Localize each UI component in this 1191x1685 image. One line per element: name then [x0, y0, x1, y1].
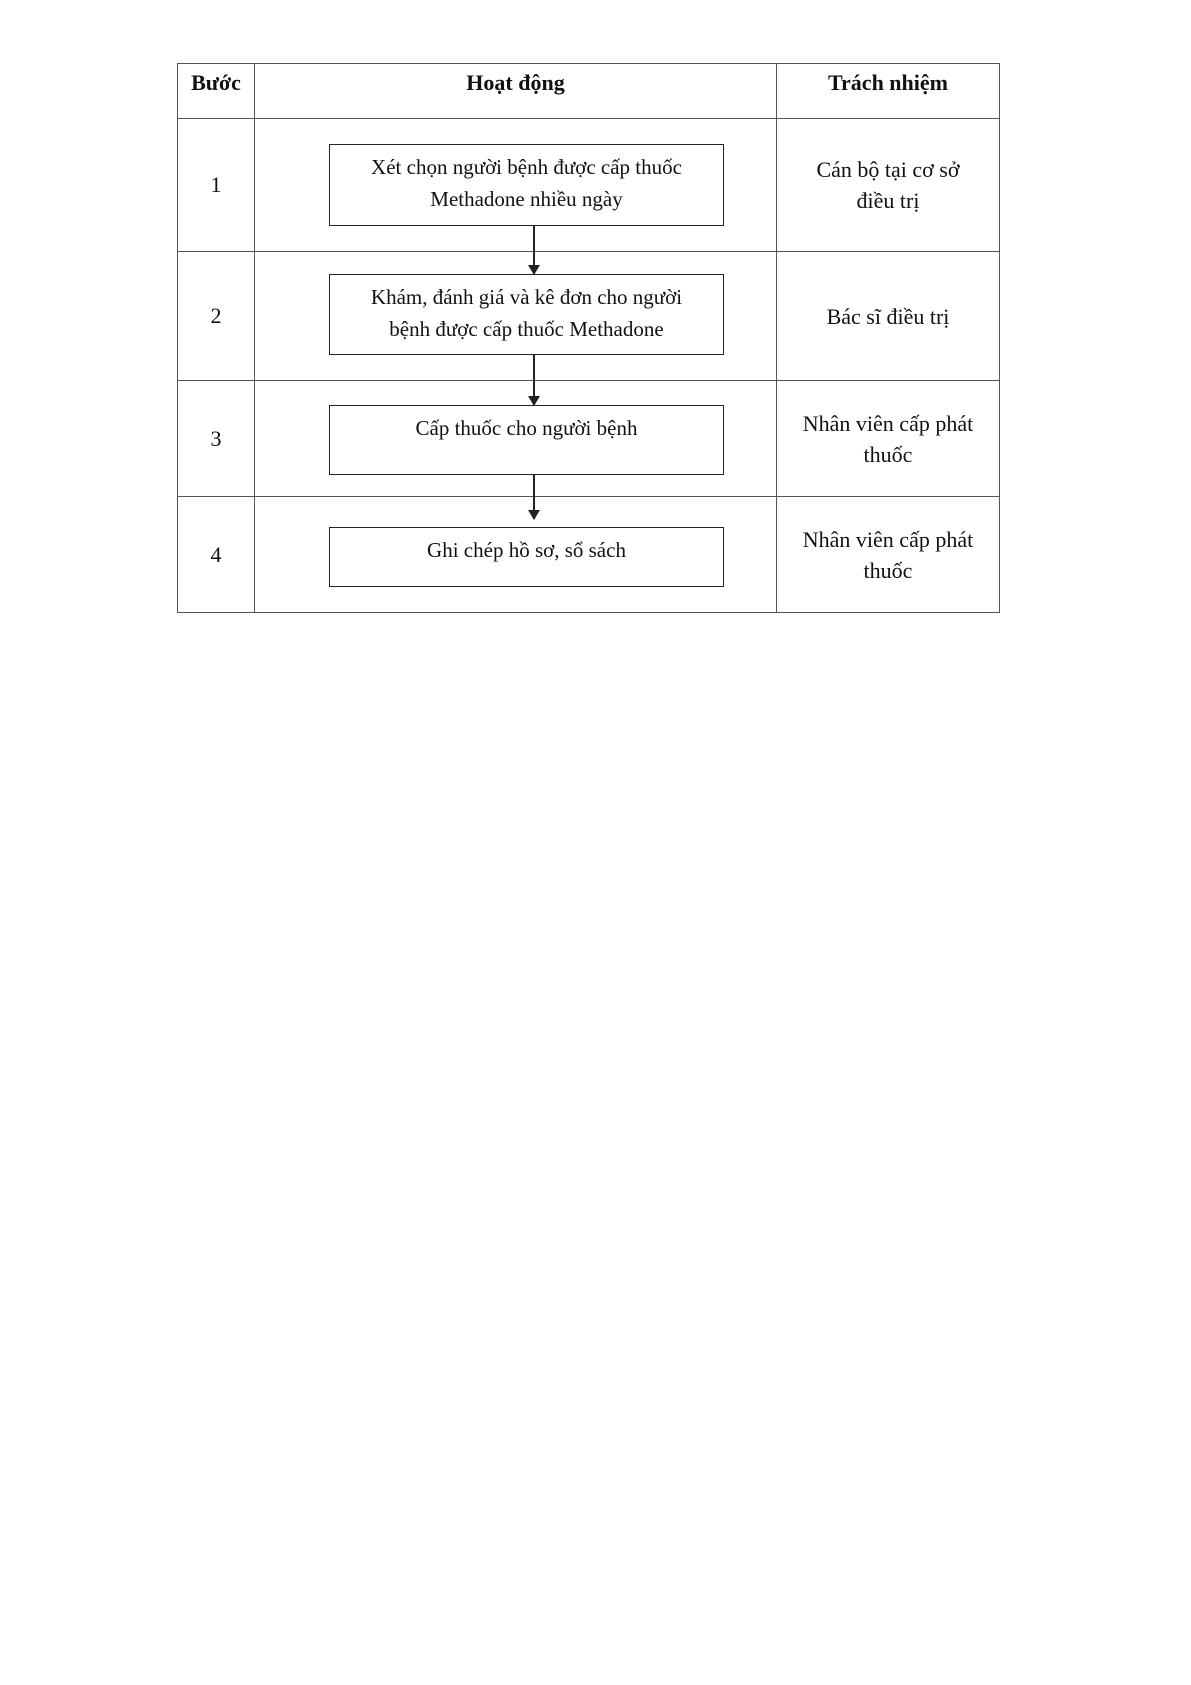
table-header-row [178, 64, 1000, 119]
responsibility-line: Nhân viên cấp phát [802, 410, 974, 436]
responsibility-cell [777, 497, 1000, 613]
responsibility-cell [777, 381, 1000, 497]
step-number: 2 [178, 252, 255, 381]
responsibility-line: Bác sĩ điều trị [826, 303, 950, 329]
activity-cell [255, 252, 777, 381]
step-number: 4 [178, 497, 255, 613]
responsibility-line: thuốc [863, 441, 913, 467]
table-row [178, 381, 1000, 497]
header-activity: Hoạt động [255, 64, 777, 119]
responsibility-line: Cán bộ tại cơ sở [816, 157, 960, 182]
activity-line: Khám, đánh giá và kê đơn cho người [370, 285, 683, 309]
table-row [178, 119, 1000, 252]
activity-line: Cấp thuốc cho người bệnh [415, 416, 638, 440]
header-responsibility: Trách nhiệm [777, 64, 1000, 119]
activity-line: Ghi chép hồ sơ, sổ sách [427, 538, 626, 562]
step-number: 1 [178, 119, 255, 252]
activity-cell [255, 119, 777, 252]
table-row [178, 252, 1000, 381]
responsibility-line: Nhân viên cấp phát [802, 526, 974, 552]
activity-line: Xét chọn người bệnh được cấp thuốc [371, 155, 682, 179]
responsibility-cell [777, 119, 1000, 252]
responsibility-line: điều trị [856, 188, 920, 213]
activity-cell [255, 497, 777, 613]
responsibility-line: thuốc [863, 557, 913, 583]
process-table [177, 63, 1000, 613]
activity-line: bệnh được cấp thuốc Methadone [389, 317, 664, 341]
step-number: 3 [178, 381, 255, 497]
activity-cell [255, 381, 777, 497]
table-row [178, 497, 1000, 613]
header-step: Bước [178, 64, 255, 119]
activity-line: Methadone nhiều ngày [430, 187, 623, 211]
responsibility-cell [777, 252, 1000, 381]
